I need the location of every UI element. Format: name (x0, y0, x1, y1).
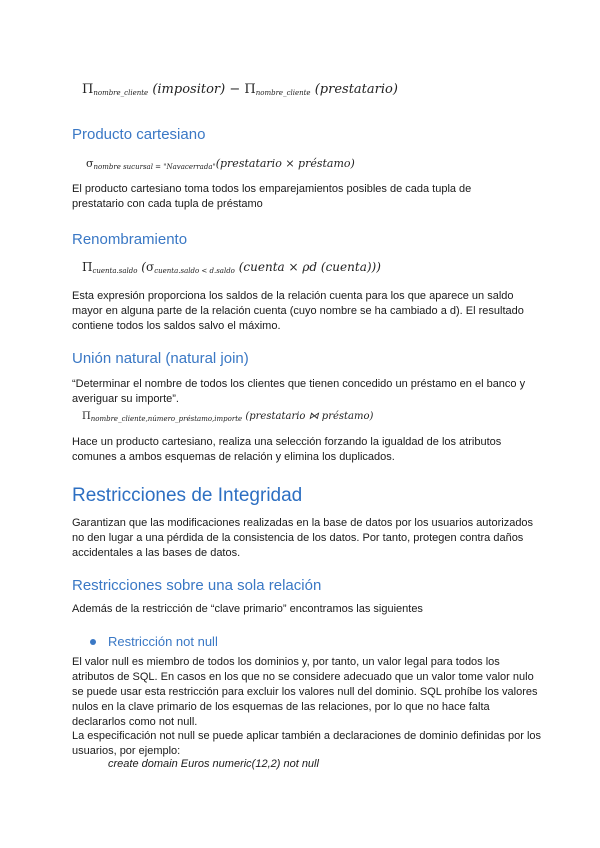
bullet-dot-icon (90, 639, 96, 645)
formula-subscript: nombre_cliente (93, 89, 149, 97)
formula-argument: (cuenta × ρd (cuenta))) (238, 260, 381, 274)
heading-sola-relacion: Restricciones sobre una sola relación (72, 577, 322, 594)
formula-subscript: cuenta.saldo (92, 267, 138, 275)
pi-symbol: Π (244, 82, 256, 97)
bullet-label: Restricción not null (108, 634, 218, 649)
formula-argument: (prestatario) (314, 82, 398, 97)
formula-argument: (prestatario × préstamo) (215, 157, 355, 170)
paragraph-union-quote: “Determinar el nombre de todos los clientes que tienen concedido un préstamo en el banco y averiguar su importe”. (72, 378, 526, 405)
formula-union (82, 411, 373, 423)
paragraph-renombramiento: Esta expresión proporciona los saldos de la relación cuenta para los que aparece un saldo mayor en alguna parte de la relación cuenta (cuyo nombre se ha cambiado a d). El resultado contiene todos los saldos salvo el máximo. (72, 290, 524, 332)
pi-symbol: Π (82, 411, 91, 422)
paragraph-not-null-domain: La especificación not null se puede aplicar también a declaraciones de dominio definidas por los usuarios, por ejemplo: (72, 730, 542, 757)
heading-renombramiento: Renombramiento (72, 231, 188, 248)
code-example: create domain Euros numeric(12,2) not null (108, 758, 319, 770)
formula-paren: ( (141, 260, 146, 274)
formula-argument: (prestatario ⋈ préstamo) (245, 411, 374, 422)
paragraph-producto: El producto cartesiano toma todos los emparejamientos posibles de cada tupla de prestatario con cada tupla de préstamo (72, 183, 472, 210)
heading-producto-cartesiano: Producto cartesiano (72, 126, 206, 143)
pi-symbol: Π (82, 82, 94, 97)
formula-argument: (impositor) (152, 82, 226, 97)
paragraph-sola-relacion: Además de la restricción de “clave primario” encontramos las siguientes (72, 603, 423, 615)
heading-restricciones: Restricciones de Integridad (72, 485, 303, 506)
formula-subscript: nombre_cliente (255, 89, 311, 97)
paragraph-not-null: El valor null es miembro de todos los dominios y, por tanto, un valor legal para todos los atributos de SQL. En casos en los que no se considere adecuado que un valor tome valor nulo se puede usar esta restricción para excluir los valores null del dominio. SQL prohíbe los valores nulos en la clave primario de los esquemas de las relaciones, por lo que no hace falta declararlos como not null. (72, 656, 538, 728)
sigma-symbol: σ (86, 157, 94, 170)
paragraph-restricciones: Garantizan que las modificaciones realizadas en la base de datos por los usuarios autorizados no den lugar a una pérdida de la consistencia de los datos. Por tanto, protegen contra daños accidentales a las bases de datos. (72, 517, 534, 559)
formula-renombramiento (82, 260, 381, 275)
formula-subscript: cuenta.saldo < d.saldo (154, 267, 235, 275)
formula-difference (82, 82, 398, 97)
sigma-symbol: σ (145, 260, 155, 274)
pi-symbol: Π (82, 260, 93, 274)
formula-producto (86, 157, 355, 171)
bullet-not-null (90, 634, 218, 649)
formula-subscript: nombre_cliente,número_préstamo,importe (90, 415, 243, 423)
heading-union-natural: Unión natural (natural join) (72, 350, 249, 367)
formula-subscript: nombre sucursal = "Navacerrada" (93, 163, 216, 171)
paragraph-union: Hace un producto cartesiano, realiza una selección forzando la igualdad de los atributos comunes a ambos esquemas de relación y elimina los duplicados. (72, 436, 502, 463)
minus-symbol: − (229, 82, 241, 97)
